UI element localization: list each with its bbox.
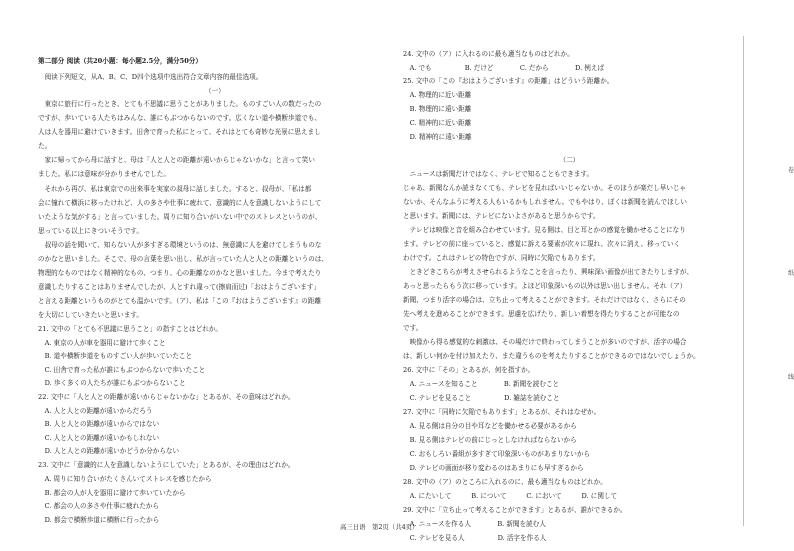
text-line: A. ニュースを作る人 B. 新聞を読む人 <box>403 520 546 528</box>
text-line: C. おもしろい番組が多すぎて印象深いものがあまりないから <box>403 450 591 458</box>
text-line: C. 都会の人の多さや仕事に疲れたから <box>38 502 160 510</box>
text-line: いたような気がする」と言っていました。周りに知り合いがいない中でのストレスというのが、 <box>38 213 322 221</box>
text-line: ですが、歩いている人たちはみんな、誰にもぶつからないのです。広くない道や横断歩道でも、 <box>38 114 322 122</box>
question-line: 21. 文中の「とても不思議に思うこと」の指すことはどれか。 <box>38 325 223 333</box>
text-line: 家に帰ってから母に話すと、母は「人と人との距離が遠いからじゃないかな」と言って笑い <box>38 156 315 164</box>
question-line: 23. 文中に「意識的に人を意識しないようにしていた」とあるが、その理由はどれか。 <box>38 461 295 469</box>
text-line: D. 都会で横断歩道に横断に行ったから <box>38 516 160 524</box>
text-line: C. 人と人との距離が遠いかもしれない <box>38 434 160 442</box>
text-line: 叔母の話を聞いて、知らない人が多すぎる環境というのは、無意識に人を避けてしまうものな <box>38 241 322 249</box>
text-line: 会に憧れて横浜に移ったけれど、人の多さや仕事に疲れて、意識的に人を意識しないようにして <box>38 199 322 207</box>
text-line: は、新しい何かを付け加えたり、また違うものを考えたりすることができるのではないでしょうか。 <box>403 352 700 360</box>
text-line: わけです。これはテレビの特色ですが、同時に欠陥でもあります。 <box>403 254 600 262</box>
page-footer: 高三日语 第2页（共4页） <box>340 523 419 531</box>
question-line: 28. 文中の（ア）のところに入れるのに、最も適当なものはどれか。 <box>403 478 607 486</box>
text-line: A. 人と人との距離が遠いからだろう <box>38 407 153 415</box>
question-line: 29. 文中に「立ち止って考えることができます」とあるが、誰ができるか。 <box>403 506 627 514</box>
text-line: ました。私には意味が分かりませんでした。 <box>38 170 170 178</box>
edge-char: 卷 <box>788 167 794 174</box>
text-line: と思います。新聞には、テレビにないよさがあると思うからです。 <box>403 212 600 220</box>
text-line: A. 周りに知り合いがたくさんいてストレスを感じたから <box>38 475 212 483</box>
text-line: 映像から得る感覚的な刺激は、その場だけで終わってしまうことが多いのですが、活字の場合 <box>403 338 687 346</box>
text-line: A. ニュースを知ること B. 新聞を読むこと <box>403 380 560 388</box>
text-line: C. 精神的に近い距離 <box>403 119 472 127</box>
text-line: D. 人と人との距離が遠いかどうか分からない <box>38 447 180 455</box>
text-line: テレビは映像と音を組み合わせています。見る側は、目と耳とかの感覚を働かせることになり <box>403 226 686 234</box>
text-line: D. テレビの画面が移り変わるのはあまりにも早すぎるから <box>403 464 584 472</box>
text-line: のかなと思いました。そこで、母の言葉を思い出し、私が言っていた人と人との距離というのは、 <box>38 255 328 263</box>
question-line: 27. 文中に「同時に欠陥でもあります」とあるが、それはなぜか。 <box>403 408 601 416</box>
text-line: 先へ考えを進めることができます。思慮を広げたり、新しい着想を得たりすることが可能なの <box>403 310 680 318</box>
text-line: 東京に旅行に行ったとき、とても不思議に思うことがありました。ものすごい人の数だったの <box>38 100 322 108</box>
margin-rule <box>743 36 744 526</box>
text-line: と言える距離というものがとても温かいです。（ア）、私は「この『おはようございます』の距離 <box>38 297 321 305</box>
text-line: B. 人と人との距離が遠いからではない <box>38 420 160 428</box>
text-line: A. 物理的に近い距離 <box>403 91 472 99</box>
text-line: A. にたいして B. について C. において D. に関して <box>403 492 618 500</box>
text-line: 物理的なものではなく精神的なもの、つまり、心の距離なのかなと思いました。今まで考えたり <box>38 269 322 277</box>
edge-char: 纸 <box>788 270 794 277</box>
text-line: A. 東京の人が車を器用に避けて歩くこと <box>38 339 166 347</box>
text-line: ます。テレビの前に座っていると、感覚に訴える要素が次々に現れ、次々に消え、移っていく <box>403 240 681 248</box>
text-line: B. 見る側はテレビの前にじっとしなければならないから <box>403 436 577 444</box>
question-line: 24. 文中の（ア）に入れるのに最も適当なものはどれか。 <box>403 50 574 58</box>
text-line: （一） <box>205 87 225 95</box>
text-line: 意識したりすることはありませんでしたが、人とすれ違って(擦肩而过)「おはようございます」 <box>38 283 321 291</box>
text-line: 人は人を器用に避けていきます。田舎で育った私にとって、それはとても奇妙な光景に思えまし <box>38 128 321 136</box>
text-line: B. 都会の人が人を器用に避けて歩いていたから <box>38 489 186 497</box>
question-line: 22. 文中に「人と人との距離が遠いからじゃないかな」とあるが、その意味はどれか。 <box>38 393 295 401</box>
text-line: A. でも B. だけど C. だから D. 例えば <box>403 64 605 72</box>
text-line: C. テレビを見る人 D. 活字を作る人 <box>403 534 547 542</box>
text-line: 新聞、つまり活字の場合は、立ち止って考えることができます。それだけではなく、さらにその <box>403 296 686 304</box>
text-line: を大切にしていきたいと思います。 <box>38 311 143 319</box>
text-line: B. 道や横断歩道をものすごい人が歩いていたこと <box>38 352 193 360</box>
text-line: C. テレビを見ること D. 雑誌を読むこと <box>403 394 560 402</box>
question-line: 26. 文中に「その」とあるが、何を指すか。 <box>403 366 535 374</box>
text-line: D. 精神的に遠い距離 <box>403 133 472 141</box>
text-line: ときどきこちらが考えさせられるようなことを言ったり、興味深い画像が出てきたりしますが、 <box>403 268 694 276</box>
text-line: た。 <box>38 142 52 150</box>
text-line: D. 歩く多くの人たちが誰にもぶつからないこと <box>38 379 186 387</box>
text-line: A. 見る側は自分の目や耳などを働かせる必要があるから <box>403 422 577 430</box>
edge-char: 线 <box>788 374 794 381</box>
text-line: B. 物理的に遠い距離 <box>403 105 472 113</box>
text-line: 思っている以上にきついそうです。 <box>38 227 143 235</box>
text-line: ないか、そんなふうに考える人もいるかもしれません。でもやはり、ぼくは新聞を読んでほしい <box>403 198 687 206</box>
text-line: です。 <box>403 324 423 332</box>
text-line: あっと思ったらもう次に移っています。よほど印象深いもの以外は思い出しません。それ（ア） <box>403 282 687 290</box>
text-line: それから再び、私は東京での出来事を実家の叔母に話しました。すると、叔母が、「私は都 <box>38 185 312 193</box>
text-line: じゃあ、新聞なんか読まなくても、テレビを見ればいいじゃないか。そのほうが楽だし早いじゃ <box>403 184 687 192</box>
text-line: 第二部分 阅读（共20小题：每小题2.5分，满分50分） <box>38 57 202 65</box>
text-line: C. 田舎で育った私が誰にもぶつからないで歩いたこと <box>38 366 206 374</box>
text-line: 阅读下列短文，从A、B、C、D四个选项中选出符合文章内容的最佳选项。 <box>38 73 263 81</box>
text-line: （二） <box>559 156 580 164</box>
question-line: 25. 文中の「この『おはようございます』の距離」はどういう距離か。 <box>403 77 614 85</box>
text-line: ニュースは新聞だけではなく、テレビで知ることもできます。 <box>403 170 594 178</box>
